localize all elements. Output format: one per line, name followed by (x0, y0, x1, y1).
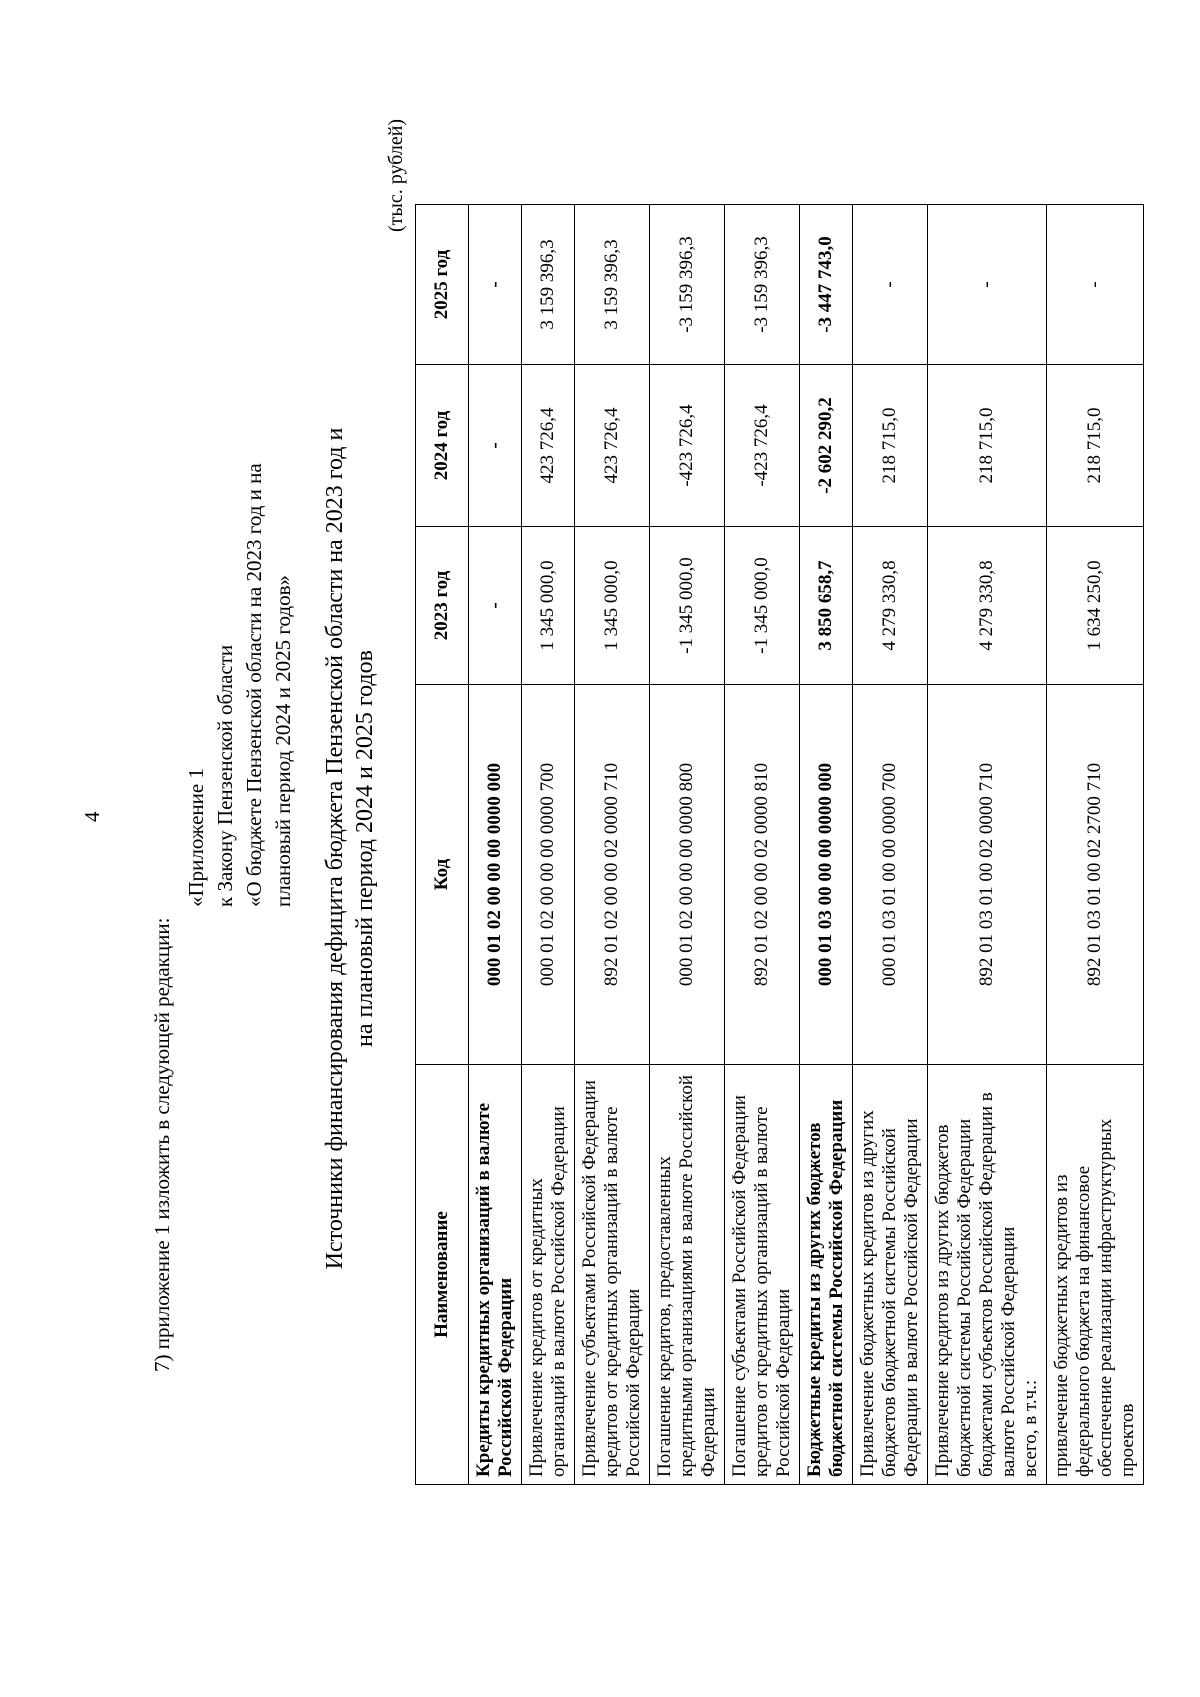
table-row (650, 205, 725, 1485)
header-2023: 2023 год (416, 527, 469, 685)
title-line-1: Источники финансирования дефицита бюджета Пензенской области на 2023 год и (322, 427, 348, 1270)
row-2024: 423 726,4 (522, 365, 575, 527)
row-2025: 3 159 396,3 (575, 205, 650, 365)
row-2024: 218 715,0 (928, 365, 1047, 527)
row-name: Погашение кредитов, предоставленных кредитными организациями в валюте Российской Федерации (650, 1065, 725, 1485)
row-2023: 1 345 000,0 (522, 527, 575, 685)
appendix-line-1: «Приложение 1 (184, 768, 208, 907)
row-code: 000 01 03 00 00 00 0000 000 (800, 685, 853, 1065)
row-name: Привлечение субъектами Российской Федерации кредитов от кредитных организаций в валюте Российской Федерации (575, 1065, 650, 1485)
units-label: (тыс. рублей) (385, 118, 407, 232)
table-row (469, 205, 522, 1485)
page-number: 4 (80, 811, 104, 822)
row-2024: 423 726,4 (575, 365, 650, 527)
row-code: 000 01 02 00 00 00 0000 800 (650, 685, 725, 1065)
row-2025: -3 159 396,3 (725, 205, 800, 365)
row-name: Погашение субъектами Российской Федерации кредитов от кредитных организаций в валюте Российской Федерации (725, 1065, 800, 1485)
table-row (575, 205, 650, 1485)
row-2024: -2 602 290,2 (800, 365, 853, 527)
row-name: Бюджетные кредиты из других бюджетов бюджетной системы Российской Федерации (800, 1065, 853, 1485)
row-name-suffix: всего, в т.ч.: (1020, 1379, 1041, 1477)
appendix-line-2: к Закону Пензенской области (213, 644, 237, 907)
row-2023: 1 345 000,0 (575, 527, 650, 685)
table-header-row (416, 205, 469, 1485)
row-2024: 218 715,0 (1047, 365, 1144, 527)
row-code: 000 01 03 01 00 00 0000 700 (853, 685, 928, 1065)
table-row (522, 205, 575, 1485)
row-2024: - (469, 365, 522, 527)
row-2025: 3 159 396,3 (522, 205, 575, 365)
table-row (928, 205, 1047, 1485)
row-2024: -423 726,4 (725, 365, 800, 527)
row-2023: -1 345 000,0 (650, 527, 725, 685)
row-2023: 4 279 330,8 (853, 527, 928, 685)
row-2023: -1 345 000,0 (725, 527, 800, 685)
table-row (725, 205, 800, 1485)
row-code: 892 01 03 01 00 02 2700 710 (1047, 685, 1144, 1065)
row-2023: 1 634 250,0 (1047, 527, 1144, 685)
row-name: Кредиты кредитных организаций в валюте Российской Федерации (469, 1065, 522, 1485)
header-name: Наименование (416, 1065, 469, 1485)
header-2024: 2024 год (416, 365, 469, 527)
header-2025: 2025 год (416, 205, 469, 365)
title-line-2: на плановый период 2024 и 2025 годов (352, 650, 378, 1047)
row-code: 892 01 02 00 00 02 0000 810 (725, 685, 800, 1065)
appendix-reference (182, 187, 298, 907)
document-title (320, 0, 380, 1697)
appendix-line-3: «О бюджете Пензенской области на 2023 год и на (242, 463, 266, 907)
row-name: Привлечение кредитов от кредитных организаций в валюте Российской Федерации (522, 1065, 575, 1485)
intro-line: 7) приложение 1 изложить в следующей редакции: (150, 917, 174, 1372)
financing-sources-table (415, 204, 1144, 1485)
row-2025: -3 447 743,0 (800, 205, 853, 365)
table-row (853, 205, 928, 1485)
row-name-main: Привлечение кредитов из других бюджетов бюджетной системы Российской Федерации бюджетами субъектов Российской Федерации в валюте Российской Федерации (932, 1092, 1019, 1477)
row-code: 892 01 03 01 00 02 0000 710 (928, 685, 1047, 1065)
row-code: 000 01 02 00 00 00 0000 000 (469, 685, 522, 1065)
row-2023: 4 279 330,8 (928, 527, 1047, 685)
row-2025: - (853, 205, 928, 365)
row-2024: -423 726,4 (650, 365, 725, 527)
row-2025: - (928, 205, 1047, 365)
header-code: Код (416, 685, 469, 1065)
row-2023: 3 850 658,7 (800, 527, 853, 685)
table-row (1047, 205, 1144, 1485)
appendix-line-4: плановый период 2024 и 2025 годов» (271, 575, 295, 907)
row-name (928, 1065, 1047, 1485)
row-code: 892 01 02 00 00 02 0000 710 (575, 685, 650, 1065)
row-2024: 218 715,0 (853, 365, 928, 527)
row-2025: -3 159 396,3 (650, 205, 725, 365)
row-2023: - (469, 527, 522, 685)
row-name: Привлечение бюджетных кредитов из других бюджетов бюджетной системы Российской Федерации в валюте Российской Федерации (853, 1065, 928, 1485)
row-code: 000 01 02 00 00 00 0000 700 (522, 685, 575, 1065)
row-2025: - (1047, 205, 1144, 365)
row-name: привлечение бюджетных кредитов из федерального бюджета на финансовое обеспечение реализации инфраструктурных проектов (1047, 1065, 1144, 1485)
table-row (800, 205, 853, 1485)
row-2025: - (469, 205, 522, 365)
